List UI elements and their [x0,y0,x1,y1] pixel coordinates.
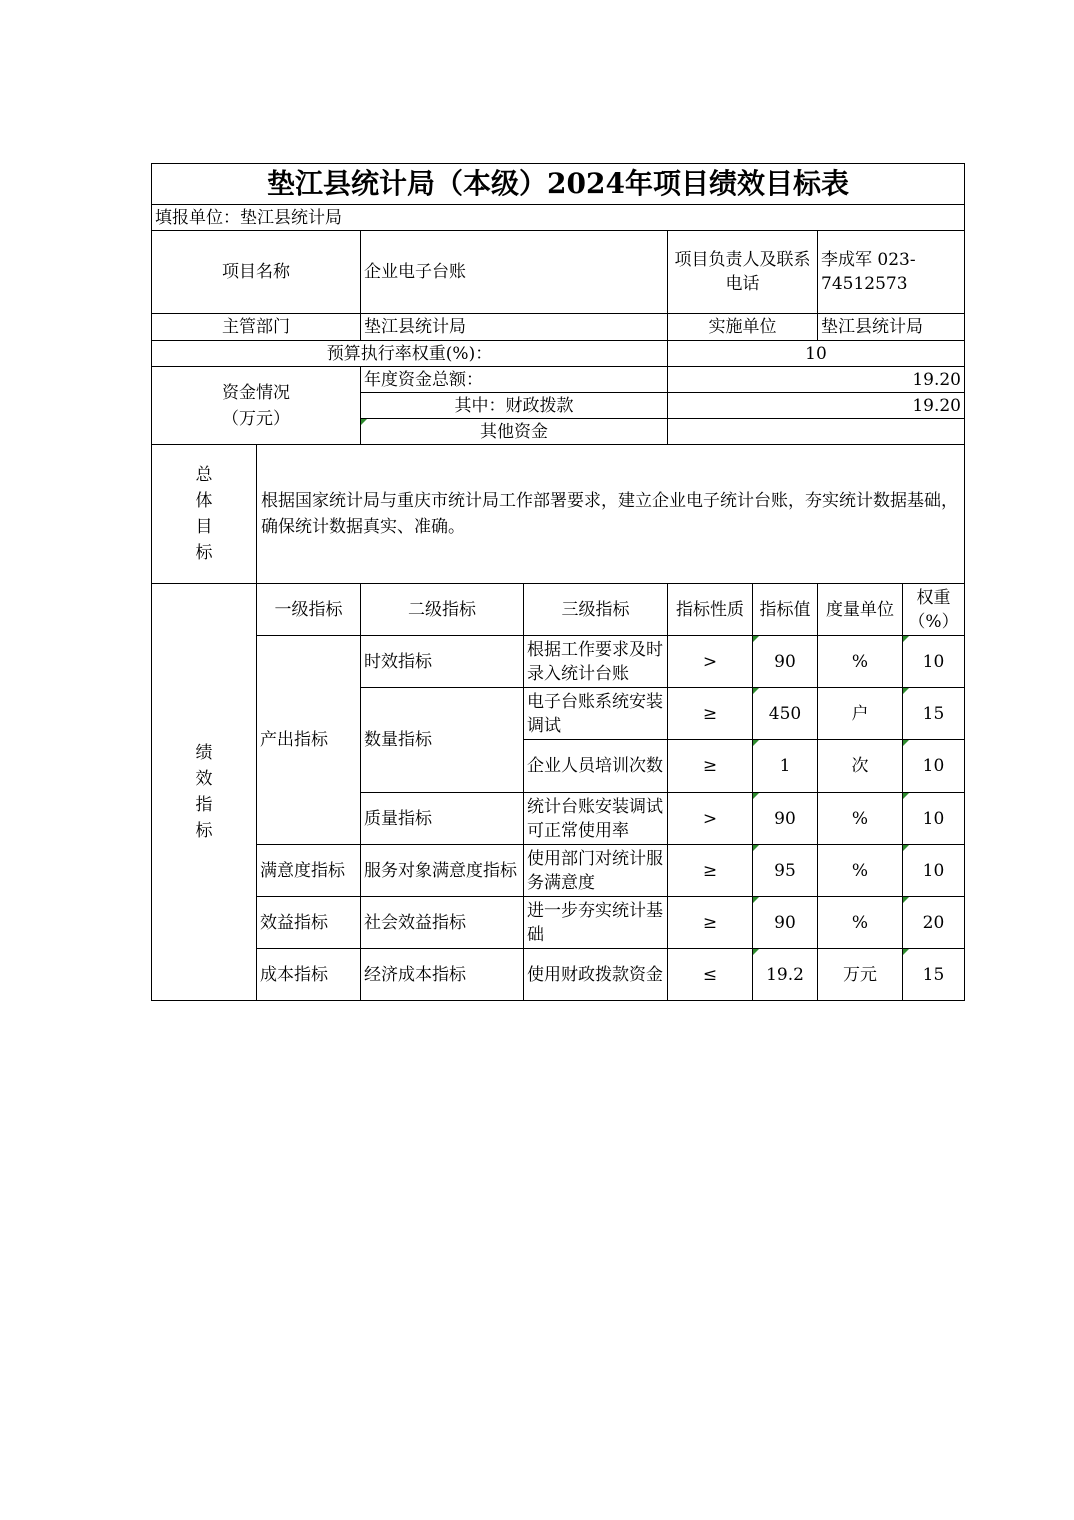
unit-cell: 次 [817,739,903,793]
weight-cell: 20 [902,896,965,949]
value-cell: 19.2 [752,948,818,1001]
goal-label-char: 目 [195,517,213,537]
contact-value: 李成军 023-74512573 [817,230,965,314]
funds-other-label: 其他资金 [360,418,668,445]
nature-cell: > [667,792,753,845]
level3-cell: 统计台账安装调试可正常使用率 [523,792,668,845]
weight-cell: 10 [902,739,965,793]
unit-cell: % [817,844,903,897]
unit-cell: % [817,792,903,845]
indicators-label-char: 效 [195,769,213,789]
funds-label-line1: 资金情况 [222,382,290,403]
header-level1: 一级指标 [256,583,361,636]
value-cell: 450 [752,687,818,740]
indicators-label-char: 指 [195,795,213,815]
header-level2: 二级指标 [360,583,524,636]
value-cell: 90 [752,792,818,845]
goal-label-char: 标 [195,543,213,563]
weight-cell: 15 [902,948,965,1001]
goal-label-char: 总 [195,465,213,485]
nature-cell: > [667,635,753,688]
funds-fiscal-label: 其中：财政拨款 [360,392,668,419]
dept-label: 主管部门 [151,313,361,341]
level3-cell: 企业人员培训次数 [523,739,668,793]
level1-satisfaction: 满意度指标 [256,844,361,897]
project-name-value: 企业电子台账 [360,230,668,314]
rate-value: 10 [667,340,965,367]
funds-fiscal-value: 19.20 [667,392,965,419]
value-cell: 95 [752,844,818,897]
level2-service-satisfaction: 服务对象满意度指标 [360,844,524,897]
dept-value: 垫江县统计局 [360,313,668,341]
nature-cell: ≥ [667,896,753,949]
nature-cell: ≥ [667,844,753,897]
level3-cell: 根据工作要求及时录入统计台账 [523,635,668,688]
level1-output: 产出指标 [256,635,361,845]
sheet-title: 垫江县统计局（本级）2024年项目绩效目标表 [151,163,965,205]
indicators-label-char: 标 [195,821,213,841]
value-cell: 90 [752,635,818,688]
indicators-label [151,583,257,1001]
weight-cell: 10 [902,792,965,845]
level2-timeliness: 时效指标 [360,635,524,688]
goal-text: 根据国家统计局与重庆市统计局工作部署要求，建立企业电子统计台账，夯实统计数据基础，确保统计数据真实、准确。 [256,444,965,584]
value-cell: 1 [752,739,818,793]
filler-value: 垫江县统计局 [240,207,342,228]
weight-cell: 10 [902,635,965,688]
header-unit: 度量单位 [817,583,903,636]
impl-value: 垫江县统计局 [817,313,965,341]
unit-cell: 万元 [817,948,903,1001]
funds-total-label: 年度资金总额： [360,366,668,393]
header-level3: 三级指标 [523,583,668,636]
weight-cell: 10 [902,844,965,897]
header-nature: 指标性质 [667,583,753,636]
project-name-label: 项目名称 [151,230,361,314]
level3-cell: 进一步夯实统计基础 [523,896,668,949]
unit-cell: % [817,896,903,949]
level2-quality: 质量指标 [360,792,524,845]
indicators-label-char: 绩 [195,743,213,763]
level3-cell: 使用财政拨款资金 [523,948,668,1001]
nature-cell: ≥ [667,739,753,793]
rate-label: 预算执行率权重(%)： [151,340,668,367]
level3-cell: 使用部门对统计服务满意度 [523,844,668,897]
level2-social-benefit: 社会效益指标 [360,896,524,949]
level1-cost: 成本指标 [256,948,361,1001]
goal-label-char: 体 [195,491,213,511]
nature-cell: ≤ [667,948,753,1001]
filler-label: 填报单位： [155,207,240,228]
funds-label [151,366,361,445]
level2-quantity: 数量指标 [360,687,524,793]
funds-total-value: 19.20 [667,366,965,393]
impl-label: 实施单位 [667,313,818,341]
filler-row [151,204,965,231]
funds-label-line2: （万元） [222,408,290,429]
level2-economic-cost: 经济成本指标 [360,948,524,1001]
value-cell: 90 [752,896,818,949]
goal-label [151,444,257,584]
header-value: 指标值 [752,583,818,636]
header-weight: 权重（%） [902,583,965,636]
level1-benefit: 效益指标 [256,896,361,949]
nature-cell: ≥ [667,687,753,740]
funds-other-value [667,418,965,445]
unit-cell: 户 [817,687,903,740]
contact-label: 项目负责人及联系电话 [667,230,818,314]
unit-cell: % [817,635,903,688]
level3-cell: 电子台账系统安装调试 [523,687,668,740]
weight-cell: 15 [902,687,965,740]
